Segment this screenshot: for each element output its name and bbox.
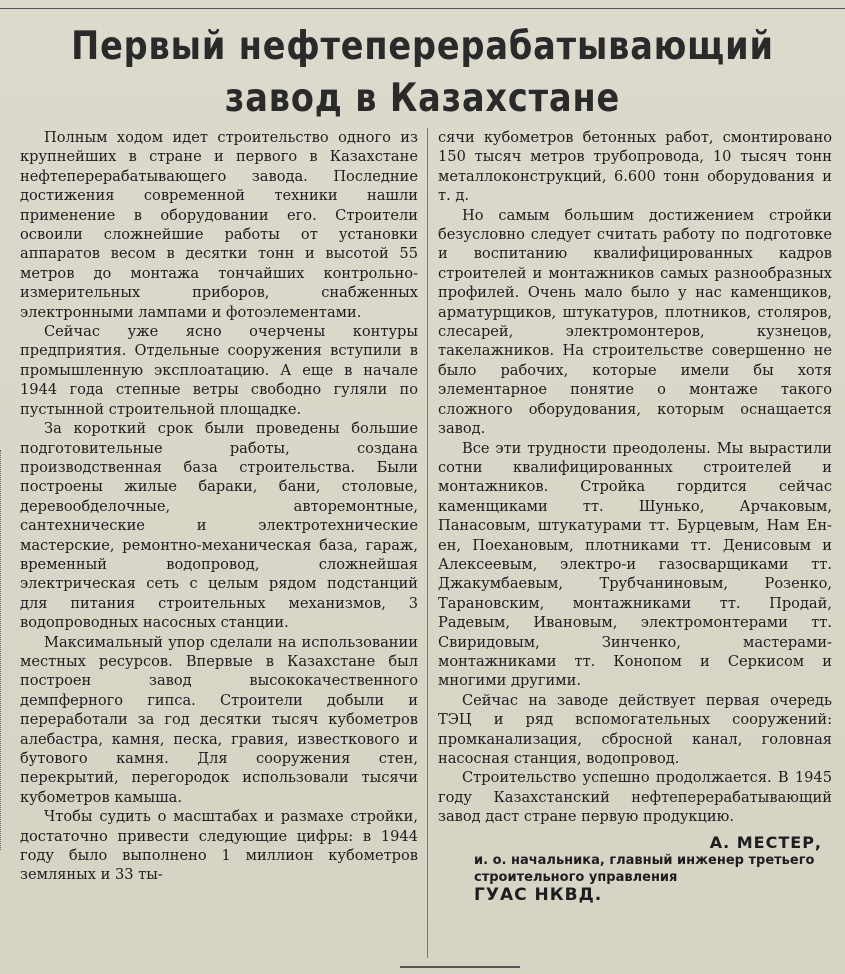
paragraph: Чтобы судить о масштабах и размахе стройки, достаточно привести следующие цифры: в 1944 году было выполнено 1 миллион кубометров земляных и 33 ты- [20, 808, 418, 884]
headline-line-1: Первый нефтеперерабатывающий [71, 24, 774, 69]
paragraph: Все эти трудности преодолены. Мы вырастили сотни квалифицированных строителей и монтажников. Стройка гордится сейчас каменщиками тт. Шунько, Арчаковым, Панасовым, штукатурами тт. Бурцевым, Нам Ен-ен, Поехановым, плотниками тт. Денисовым и Алексеевым, электро-и газосварщиками тт. Джакумбаевым, Трубчаниновым, Розенко, Тарановским, монтажниками тт. Продай, Радевым, Ивановым, электромонтерами тт. Свиридовым, Зинченко, мастерами-монтажниками тт. Конопом и Серкисом и многими другими. [438, 439, 832, 690]
paragraph: Строительство успешно продолжается. В 1945 году Казахстанский нефтеперерабатывающий завод даст стране первую продукцию. [438, 769, 832, 826]
paragraph: Сейчас уже ясно очерчены контуры предприятия. Отдельные сооружения вступили в промышленную эксплоатацию. А еще в начале 1944 года степные ветры свободно гуляли по пустынной строительной площадке. [20, 323, 418, 418]
paragraph: Но самым большим достижением стройки безусловно следует считать работу по подготовке и воспитанию квалифицированных кадров строителей и монтажников самых разнообразных профилей. Очень мало было у нас каменщиков, арматурщиков, штукатуров, плотников, столяров, слесарей, электромонтеров, кузнецов, такелажников. На строительстве совершенно не было рабочих, которые имели бы хотя элементарное понятие о монтаже такого сложного оборудования, которым оснащается завод. [438, 206, 832, 438]
paragraph: сячи кубометров бетонных работ, смонтировано 150 тысяч метров трубопровода, 10 тысяч тонн металлоконструкций, 6.600 тонн оборудования и т. д. [438, 129, 832, 205]
author-title: и. о. начальника, главный инженер третьего строительного управления [474, 853, 815, 886]
left-margin-marks [0, 450, 4, 850]
article-column-left [20, 128, 418, 885]
column-divider [427, 128, 428, 958]
signature-block [438, 833, 832, 906]
article-column-right [438, 128, 832, 905]
paragraph: Полным ходом идет строительство одного из крупнейших в стране и первого в Казахстане нефтеперерабатывающего завода. Последние достижения современной техники нашли применение в оборудовании его. Строители освоили сложнейшие работы от установки аппаратов весом в десятки тонн и высотой 55 метров до монтажа тончайших контрольно-измерительных приборов, снабженных электронными лампами и фотоэлементами. [20, 129, 418, 321]
headline-line-2: завод в Казахстане [224, 76, 621, 121]
author-organization: ГУАС НКВД. [474, 885, 603, 906]
paragraph: Максимальный упор сделали на использовании местных ресурсов. Впервые в Казахстане был построен завод высококачественного демпферного гипса. Строители добыли и переработали за год десятки тысяч кубометров алебастра, камня, песка, гравия, известкового и бутового камня. Для сооружения стен, перекрытий, перегородок использовали тысячи кубометров камыша. [20, 633, 418, 806]
paragraph: За короткий срок были проведены большие подготовительные работы, создана производственная база строительства. Были построены жилые бараки, бани, столовые, деревообделочные, авторемонтные, сантехнические и электротехнические мастерские, ремонтно-механическая база, гараж, временный водопровод, сложнейшая электрическая сеть с целым рядом подстанций для питания строительных механизмов, 3 водопроводных насосных станции. [20, 420, 418, 632]
bottom-rule [400, 966, 520, 968]
author-name: А. МЕСТЕР, [709, 832, 822, 852]
paragraph: Сейчас на заводе действует первая очередь ТЭЦ и ряд вспомогательных сооружений: промканализация, сбросной канал, головная насосная станция, водопровод. [438, 691, 832, 767]
previous-article-fragment [0, 0, 845, 9]
